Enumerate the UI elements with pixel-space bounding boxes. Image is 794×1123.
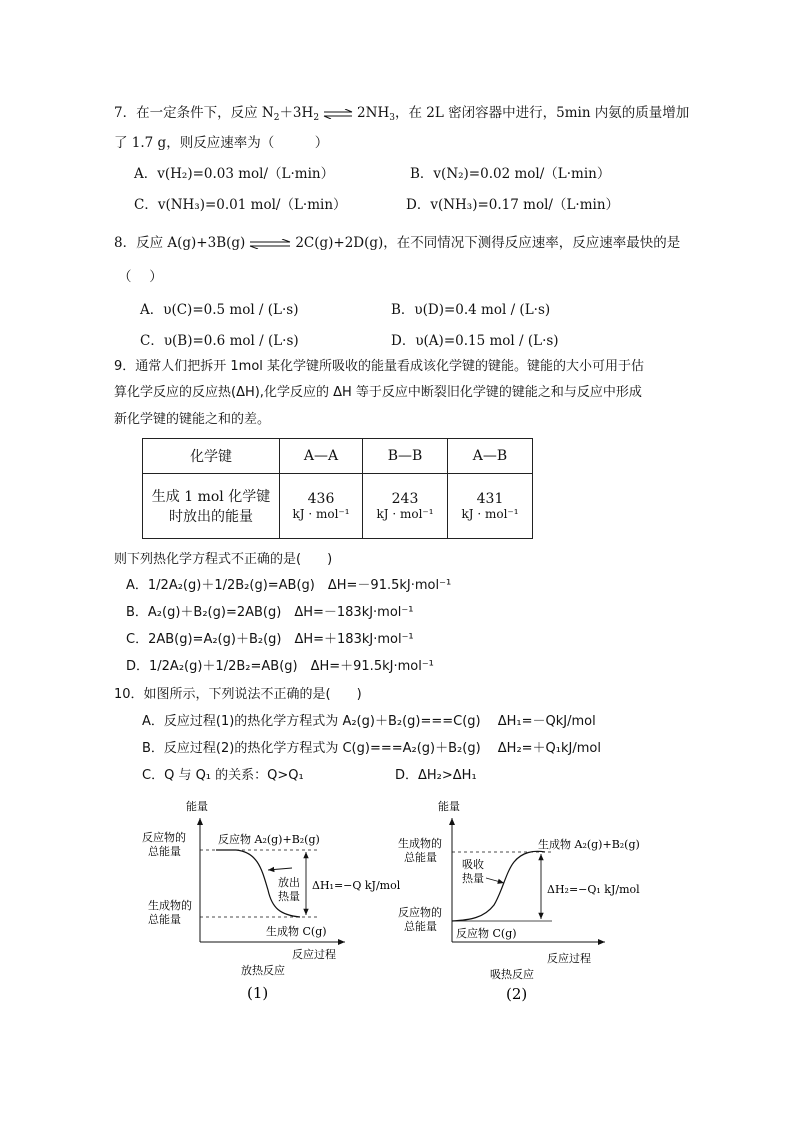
figure-2-endothermic <box>398 799 640 1003</box>
q10-option-a: A．反应过程(1)的热化学方程式为 A₂(g)＋B₂(g)===C(g) ΔH₁=－QkJ/mol <box>142 714 596 729</box>
q8-option-b: B．υ(D)=0.4 mol / (L·s) <box>391 302 551 318</box>
q9-line3: 新化学键的键能之和的差。 <box>114 412 271 427</box>
q10-question: 10．如图所示，下列说法不正确的是( ) <box>114 687 362 702</box>
q9-option-a: A．1/2A₂(g)＋1/2B₂(g)=AB(g) ΔH=－91.5kJ·mol⁻¹ <box>126 578 452 593</box>
q8-line2: （ ） <box>118 269 163 285</box>
q8-option-a: A．υ(C)=0.5 mol / (L·s) <box>140 302 299 318</box>
product-energy-label: 生成物的 <box>148 899 192 912</box>
heat-absorb-arrow <box>486 878 504 883</box>
table-row-label: 生成 1 mol 化学键 时放出的能量 <box>143 474 280 539</box>
x-axis-label: 反应过程 <box>547 952 591 965</box>
q7-option-d: D．v(NH₃)=0.17 mol/（L·min） <box>406 197 620 213</box>
svg-text:总能量: 总能量 <box>404 920 437 933</box>
q7-option-a: A．v(H₂)=0.03 mol/（L·min） <box>134 166 335 182</box>
q9-line1: 9．通常人们把拆开 1mol 某化学键所吸收的能量看成该化学键的键能。键能的大小可用于估 <box>114 359 645 374</box>
heat-release-arrow <box>268 868 292 870</box>
q10-option-d: D．ΔH₂>ΔH₁ <box>395 768 477 783</box>
table-cell: 243 kJ · mol⁻¹ <box>363 474 448 539</box>
top-curve-label: 反应物 A₂(g)+B₂(g) <box>218 833 320 846</box>
q10-option-b: B．反应过程(2)的热化学方程式为 C(g)===A₂(g)＋B₂(g) ΔH₂=＋Q₁kJ/mol <box>142 741 601 756</box>
x-axis-label: 反应过程 <box>292 948 336 961</box>
table-header-cell: B—B <box>363 439 448 474</box>
q8-option-d: D．υ(A)=0.15 mol / (L·s) <box>391 333 559 349</box>
delta-h1-label: ΔH₁=−Q kJ/mol <box>312 879 401 892</box>
figure-2-index: (2) <box>506 985 528 1003</box>
y-axis-label: 能量 <box>186 800 208 813</box>
table-cell: 436 kJ · mol⁻¹ <box>280 474 363 539</box>
q9-question: 则下列热化学方程式不正确的是( ) <box>114 552 333 567</box>
q9-line2: 算化学反应的反应热(ΔH),化学反应的 ΔH 等于反应中断裂旧化学键的键能之和与反应中形成 <box>114 385 642 400</box>
q9-option-b: B．A₂(g)＋B₂(g)=2AB(g) ΔH=－183kJ·mol⁻¹ <box>126 605 414 620</box>
svg-text:热量: 热量 <box>278 890 300 903</box>
q8-option-c: C．υ(B)=0.6 mol / (L·s) <box>140 333 299 349</box>
q8-number: 8 <box>114 235 123 251</box>
q7-option-c: C．v(NH₃)=0.01 mol/（L·min） <box>134 197 347 213</box>
q7-option-b: B．v(N₂)=0.02 mol/（L·min） <box>410 166 611 182</box>
q9-option-c: C．2AB(g)=A₂(g)＋B₂(g) ΔH=＋183kJ·mol⁻¹ <box>126 632 414 647</box>
q7-line1: 7．在一定条件下，反应 $N_2+3H_2$ $2NH_3$，在 2L 密闭容器中进行，5min 内氨的质量增加 <box>114 105 690 123</box>
product-energy-label: 生成物的 <box>398 837 442 850</box>
table-cell: 431 kJ · mol⁻¹ <box>448 474 533 539</box>
delta-h2-label: ΔH₂=−Q₁ kJ/mol <box>547 883 640 896</box>
heat-release-label: 放出 <box>278 876 300 889</box>
bottom-curve-label: 反应物 C(g) <box>456 927 517 940</box>
svg-text:总能量: 总能量 <box>148 913 181 926</box>
svg-text:热量: 热量 <box>462 872 484 885</box>
heat-absorb-label: 吸收 <box>462 858 484 871</box>
bottom-curve-label: 生成物 C(g) <box>266 925 327 938</box>
q10-option-c: C．Q 与 Q₁ 的关系：Q>Q₁ <box>142 768 304 783</box>
table-header-cell: 化学键 <box>143 439 280 474</box>
q7-line2: 了 1.7 g，则反应速率为（ ） <box>114 135 329 151</box>
top-curve-label: 生成物 A₂(g)+B₂(g) <box>538 838 640 851</box>
q8-line1: 8．反应 A(g)+3B(g) 2C(g)+2D(g)，在不同情况下测得反应速率，反应速率最快的是 <box>114 235 681 251</box>
table-header-cell: A—B <box>448 439 533 474</box>
figure-1-index: (1) <box>247 984 269 1002</box>
table-header-cell: A—A <box>280 439 363 474</box>
y-axis-label: 能量 <box>438 800 460 813</box>
reactant-energy-label: 反应物的 <box>142 831 186 844</box>
reactant-energy-label: 反应物的 <box>398 906 442 919</box>
q7-number: 7 <box>114 105 123 121</box>
svg-text:总能量: 总能量 <box>148 845 181 858</box>
figure-1-exothermic <box>142 799 401 1002</box>
figure-1-type: 放热反应 <box>241 964 285 977</box>
svg-text:总能量: 总能量 <box>404 851 437 864</box>
q9-option-d: D．1/2A₂(g)＋1/2B₂=AB(g) ΔH=＋91.5kJ·mol⁻¹ <box>126 659 434 674</box>
figure-2-type: 吸热反应 <box>490 968 534 981</box>
